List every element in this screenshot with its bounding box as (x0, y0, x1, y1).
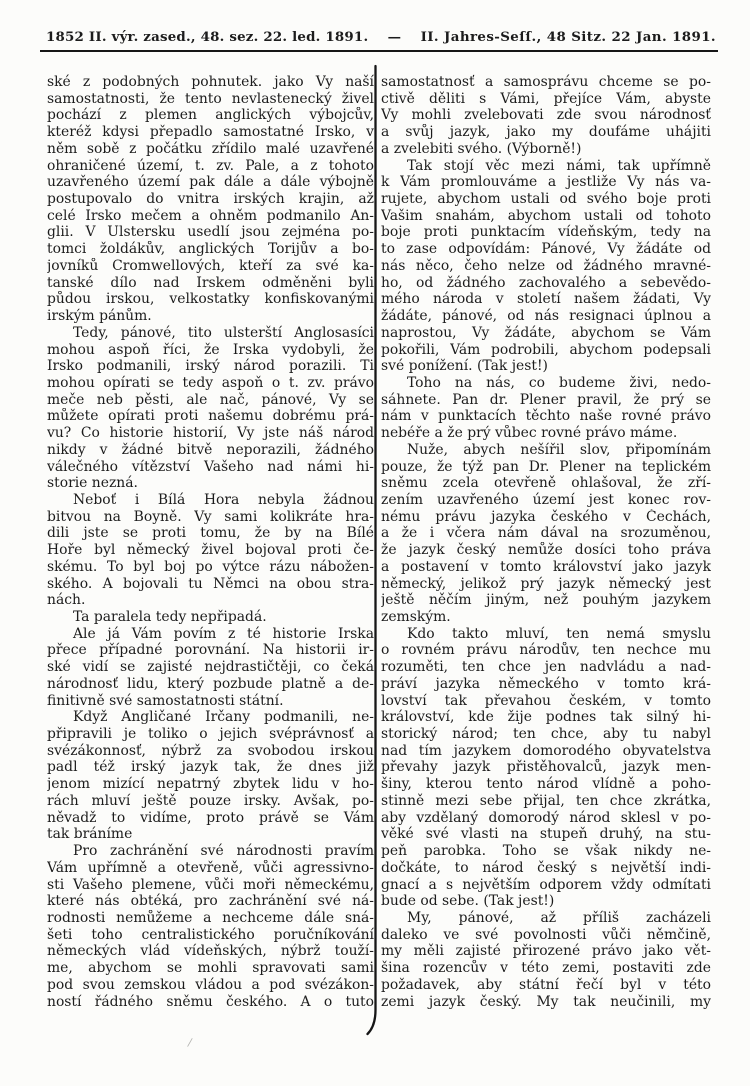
text-line: jenom mizící nepatrný zbytek lidu v ho- (47, 776, 374, 793)
text-line: království, kde žije podnes tak silný hi- (381, 709, 711, 726)
text-line: práví jazyka německého v tomto krá- (381, 675, 711, 692)
text-line: půdou irskou, velkostatky konfiskovanými (47, 291, 374, 308)
text-line: daleko ve své povolnosti vůči němčině, (381, 926, 711, 943)
text-line: bude od sebe. (Tak jest!) (381, 893, 555, 910)
text-line: rujete, abychom ustali od svého boje proti (381, 191, 711, 208)
text-line: mého národa v století našem žádati, Vy (381, 291, 711, 308)
text-line: peň parobka. Toho se však nikdy ne- (381, 843, 711, 860)
text-line: nách. (47, 592, 86, 609)
text-line: které nás obtéká, pro zachránění své ná- (47, 893, 374, 910)
header-rule (40, 50, 718, 52)
text-line: Kdo takto mluví, ten nemá smyslu (407, 625, 711, 642)
text-line: věké své vlasti na stupeň druhý, na stu- (381, 826, 711, 843)
text-line: převahy jazyk přistěhovalců, jazyk men- (381, 759, 711, 776)
text-line: My, pánové, až příliš zacházeli (407, 909, 711, 926)
text-line: přece případné porovnání. Na historii ir- (47, 642, 374, 659)
text-line: válečného vítězství Vašeho nad námi hi- (47, 458, 374, 475)
text-line: aby vzdělaný domorodý národ sklesl v po- (381, 809, 711, 826)
text-line: skému. To byl boj po výtce rázu nábožen- (47, 558, 374, 575)
text-line: ctivě děliti s Vámi, přejíce Vám, abyste (381, 90, 711, 107)
text-line: že jazyk český nemůže dosíci toho práva (381, 542, 711, 559)
column-divider-rule (364, 64, 382, 1044)
text-line: Nuže, abych nešířil slov, připomínám (407, 441, 711, 458)
text-line: a že i včera nám dával na srozuměnou, (381, 525, 711, 542)
text-line: Vy mohli zvelebovati zde svou národnosť (381, 107, 711, 124)
text-line: irským pánům. (47, 308, 152, 325)
text-line: postupovalo do vnitra irských krajin, až (47, 191, 374, 208)
text-line: ohraničené území, t. zv. Pale, a z tohoto (47, 157, 374, 174)
text-line: ské z podobných pohnutek. jako Vy naší (47, 74, 374, 90)
text-line: gnací a s největším odporem vždy odmítati (381, 876, 711, 893)
text-line: Toho na nás, co budeme živi, nedo- (407, 374, 711, 391)
text-line: a postavení v tomto království jako jazyk (381, 558, 711, 575)
text-line: nám v punktacích těchto naše rovné právo (381, 408, 711, 425)
text-line: národnosť lidu, který pozbude platně a de- (47, 675, 374, 692)
running-head-separator: — (387, 29, 402, 45)
text-line: Vašim snahám, abychom ustali od tohoto (381, 207, 711, 224)
text-line: pouze, že týž pan Dr. Plener na teplickém (381, 458, 711, 475)
text-line: my měli zajisté přirozené právo jako vět- (381, 943, 711, 960)
text-line: svézákonnosť, nýbrž za svobodou irskou (47, 742, 374, 759)
text-line: zemi jazyk český. My tak neučinili, my (381, 993, 711, 1010)
text-line: nikdy v žádné bitvě neporazili, žádného (47, 441, 374, 458)
text-line: meče neb pěsti, ale nač, pánové, Vy se (47, 391, 374, 408)
running-head-czech: 1852 II. výr. zased., 48. sez. 22. led. 1891. (46, 29, 369, 45)
text-column-left (47, 74, 374, 1010)
text-line: a svůj jazyk, jako my doufáme uhájiti (381, 124, 711, 141)
text-line: samostatnosti, že tento nevlastenecký živel (47, 90, 374, 107)
text-line: nebéře a že prý vůbec rovné právo máme. (381, 425, 678, 442)
text-line: rozuměti, ten chce jen nadvládu a nad- (381, 659, 711, 676)
text-line: ho, od žádného zachovalého a sebevědo- (381, 274, 711, 291)
text-line: me, abychom se mohli spravovati sami (47, 960, 374, 977)
text-line: naprostou, Vy žádáte, abychom se Vám (381, 324, 711, 341)
text-line: mohou aspoň říci, že Irska vydobyli, že (47, 341, 374, 358)
text-line: ské vidí se zajisté nejdrastičtěji, co čeká (47, 659, 374, 676)
text-line: Vám upřímně a otevřeně, vůči agressivno- (47, 859, 374, 876)
text-line: tanské dílo nad Irskem odměněni byli (47, 274, 374, 291)
text-line: to zase odpovídám: Pánové, Vy žádáte od (381, 241, 711, 258)
text-line: zením uzavřeného území jest konec rov- (381, 491, 711, 508)
text-line: bitvou na Boyně. Vy sami kolikráte hra- (47, 508, 374, 525)
text-line: o rovném právu národův, ten nechce mu (381, 642, 711, 659)
text-line: finitivně své samostatnosti státní. (47, 692, 284, 709)
text-line: něvadž to vidíme, proto právě se Vám (47, 809, 374, 826)
text-line: vu? Co historie historií, Vy jste náš národ (47, 425, 374, 442)
text-line: tomci žoldákův, anglických Torijův a bo- (47, 241, 374, 258)
text-line: padl též irský jazyk tak, že dnes již (47, 759, 374, 776)
text-line: můžete opírati proti našemu dobrému prá- (47, 408, 374, 425)
text-line: glii. V Ulstersku usedlí jsou zejména po- (47, 224, 374, 241)
text-line: Když Angličané Irčany podmanili, ne- (73, 709, 374, 726)
text-line: storie nezná. (47, 475, 138, 492)
text-line: storický národ; ten chce, aby tu nabyl (381, 726, 711, 743)
running-head-german: II. Jahres-Seſſ., 48 Sitz. 22 Jan. 1891. (420, 29, 716, 45)
text-line: něm sobě z počátku zřídilo malé uzavřené (47, 140, 374, 157)
text-column-right (381, 74, 711, 1010)
text-line: žádáte, pánové, od nás resignaci úplnou a (381, 308, 711, 325)
text-line: tak bráníme (47, 826, 133, 843)
text-line: Tak stojí věc mezi námi, tak upřímně (407, 157, 711, 174)
text-line: ností řádného sněmu českého. A o tuto (47, 993, 374, 1010)
text-line: šeti toho centralistického poručníkování (47, 926, 374, 943)
text-line: připravili je toliko o jejich svéprávnosť a (47, 726, 374, 743)
text-line: sněmu zcela otevřeně ohlašoval, že zří- (381, 475, 711, 492)
text-line: pod svou zemskou vládou a pod svézákon- (47, 976, 374, 993)
text-line: a zvelebiti svého. (Výborně!) (381, 140, 582, 157)
text-line: uzavřeného území pak dále a dále výbojně (47, 174, 374, 191)
text-line: Pro zachránění své národnosti pravím (73, 843, 374, 860)
text-line: lovství tak převahou českém, v tomto (381, 692, 711, 709)
text-line: šiny, kterou tento národ vlídně a poho- (381, 776, 711, 793)
text-line: ského. A bojovali tu Němci na obou stra- (47, 575, 374, 592)
text-line: Ta paralela tedy nepřipadá. (73, 609, 267, 625)
text-line: dočkáte, to národ český s největší indi- (381, 859, 711, 876)
text-line: rách mluví ještě pouze irsky. Avšak, po- (47, 792, 374, 809)
text-line: sti Vašeho plemene, vůči moři německému, (47, 876, 374, 893)
text-line: mohou opírati se tedy aspoň o t. zv. právo (47, 374, 374, 391)
text-line: kteréž kdysi přepadlo samostatné Irsko, v (47, 124, 374, 141)
text-line: Neboť i Bílá Hora nebyla žádnou (73, 491, 374, 508)
text-line: Irsko podmanili, irský národ porazili. Ti (47, 358, 374, 375)
text-line: německý, jelikož prý jazyk německý jest (381, 575, 711, 592)
text-line: celé Irsko mečem a ohněm podmanilo An- (47, 207, 374, 224)
text-line: německých vlád vídeňských, nýbrž touží- (47, 943, 374, 960)
text-line: stinně mezi sebe přijal, ten chce zkrátka, (381, 792, 711, 809)
text-line: Ale já Vám povím z té historie Irska (73, 625, 374, 642)
text-line: Tedy, pánové, tito ulsterští Anglosasíci (73, 324, 374, 341)
text-line: ještě něčím jiným, než pouhým jazykem (381, 592, 711, 609)
text-line: nad tím jazykem domorodého obyvatelstva (381, 742, 711, 759)
text-line: samostatnosť a samosprávu chceme se po- (381, 74, 711, 90)
text-line: jovníků Cromwellových, kteří za své ka- (47, 257, 374, 274)
text-line: Hoře byl německý živel bojoval proti če- (47, 542, 374, 559)
text-line: rodnosti nemůžeme a nechceme dále sná- (47, 909, 374, 926)
running-head (46, 29, 716, 47)
text-line: sáhnete. Pan dr. Plener pravil, že prý se (381, 391, 711, 408)
text-line: k Vám promlouváme a jestliže Vy nás va- (381, 174, 711, 191)
text-line: pokořili, Vám podrobili, abychom podepsali (381, 341, 711, 358)
scan-speck: / (186, 1035, 194, 1050)
text-line: boje proti punktacím vídeňským, tedy na (381, 224, 711, 241)
text-line: dili jste se proti tomu, že by na Bílé (47, 525, 374, 542)
text-line: požadavek, aby státní řečí byl v této (381, 976, 711, 993)
text-line: šina rozencův v této zemi, postaviti zde (381, 960, 711, 977)
text-line: zemským. (381, 609, 451, 625)
text-line: své ponížení. (Tak jest!) (381, 358, 548, 375)
text-line: nás něco, čeho nelze od žádného mravné- (381, 257, 711, 274)
text-line: pochází z plemen anglických výbojcův, (47, 107, 374, 124)
text-line: nému právu jazyka českého v Čechách, (381, 508, 711, 525)
